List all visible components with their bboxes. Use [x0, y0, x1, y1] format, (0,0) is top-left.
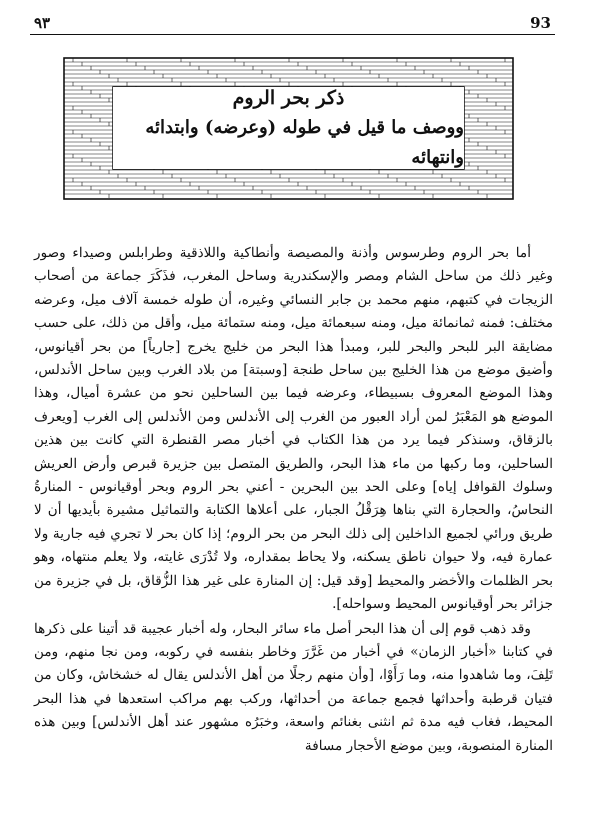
chapter-subtitle: ووصف ما قيل في طوله (وعرضه) وابتدائه وانتهائه	[145, 117, 464, 168]
header-rule	[30, 34, 555, 35]
paragraph-1: أما بحر الروم وطرسوس وأذنة والمصيصة وأنطاكية واللاذقية وطرابلس وصيداء وصور وغير ذلك من ساحل الشام ومصر والإسكندرية وساحل المغرب، فذَكَرَ جماعة من أصحاب الزيجات في كتبهم، منهم محمد بن جابر النسائي وغيره، أن طوله خمسة آلاف ميل، وعرضه مختلف: فمنه ثمانمائة ميل، ومنه سبعمائة ميل، ومنه ستمائة ميل، وأقل من ذلك، على حسب مضايقة البر للبحر والبحر للبر، ومبدأ هذا البحر من خليج يخرج [جارياً] من بحر أقيانوس، وأضيق موضع من هذا الخليج بين ساحل طنجة [وسبتة] من بلاد الغرب وبين ساحل الأندلس، وهذا الموضع المعروف بسبيطاء، وعرضه فيما بين الساحلين نحو من عشرة أميال، وهذا الموضع هو المَعْبَرُ لمن أراد العبور من الغرب إلى الأندلس ومن الأندلس إلى الغرب [ويعرف بالزقاق، وسنذكر فيما يرد من هذا الكتاب في أخبار مصر القنطرة التي كانت بين هذين الساحلين، وما ركبها من ماء هذا البحر، والطريق المتصل بين جزيرة قبرص وأرض العريش وسلوك القوافل إياه] وعلى الحد بين البحرين - أعني بحر الروم وبحر أوقيانوس - المنارةُ النحاسُ، والحجارة التي بناها هِرَقْلُ الجبار، على أعلاها الكتابة والتماثيل مشيرة بأيديها أن لا طريق ورائي لجميع الداخلين إلى ذلك البحر من بحر الروم؛ إذا كان بحر لا تجري فيه جارية ولا عمارة فيه، ولا حيوان ناطق يسكنه، ولا يحاط بمقداره، ولا تُدْرَى غايته، ولا يعلم منتهاه، وهو بحر الظلمات والأخضر والمحيط [وقد قيل: إن المنارة على غير هذا الزُّقاق، بل في جزيرة من جزائر بحر أوقيانوس المحيط وسواحله].	[34, 245, 553, 613]
paragraph-2: وقد ذهب قوم إلى أن هذا البحر أصل ماء سائر البحار، وله أخبار عجيبة قد أتينا على ذكرها في كتابنا «أخبار الزمان» في أخبار من غَرَّرَ وخاطر بنفسه في ركوبه، ومن نجا منهم، ومن تَلِفَ، وما شاهدوا منه، وما رَأَوْا، [وأن منهم رجلًا من أهل الأندلس يقال له خشخاش، وكان من فتيان قرطبة وأحداثها فجمع جماعة من أحداثها، وركب بهم مراكب استعدها في هذا البحر المحيط، فغاب فيه مدة ثم انثنى بغنائم واسعة، وخبَرُه مشهور عند أهل الأندلس] وبين هذه المنارة المنصوبة، وبين موضع الأحجار مسافة	[34, 620, 553, 754]
page-number-arabic: ٩٣	[34, 14, 51, 32]
body-text	[34, 242, 553, 758]
chapter-title: ذكر بحر الروم	[232, 87, 345, 109]
chapter-title-box	[113, 87, 464, 169]
page-number-latin: 93	[530, 14, 551, 32]
chapter-title-frame	[63, 57, 514, 200]
